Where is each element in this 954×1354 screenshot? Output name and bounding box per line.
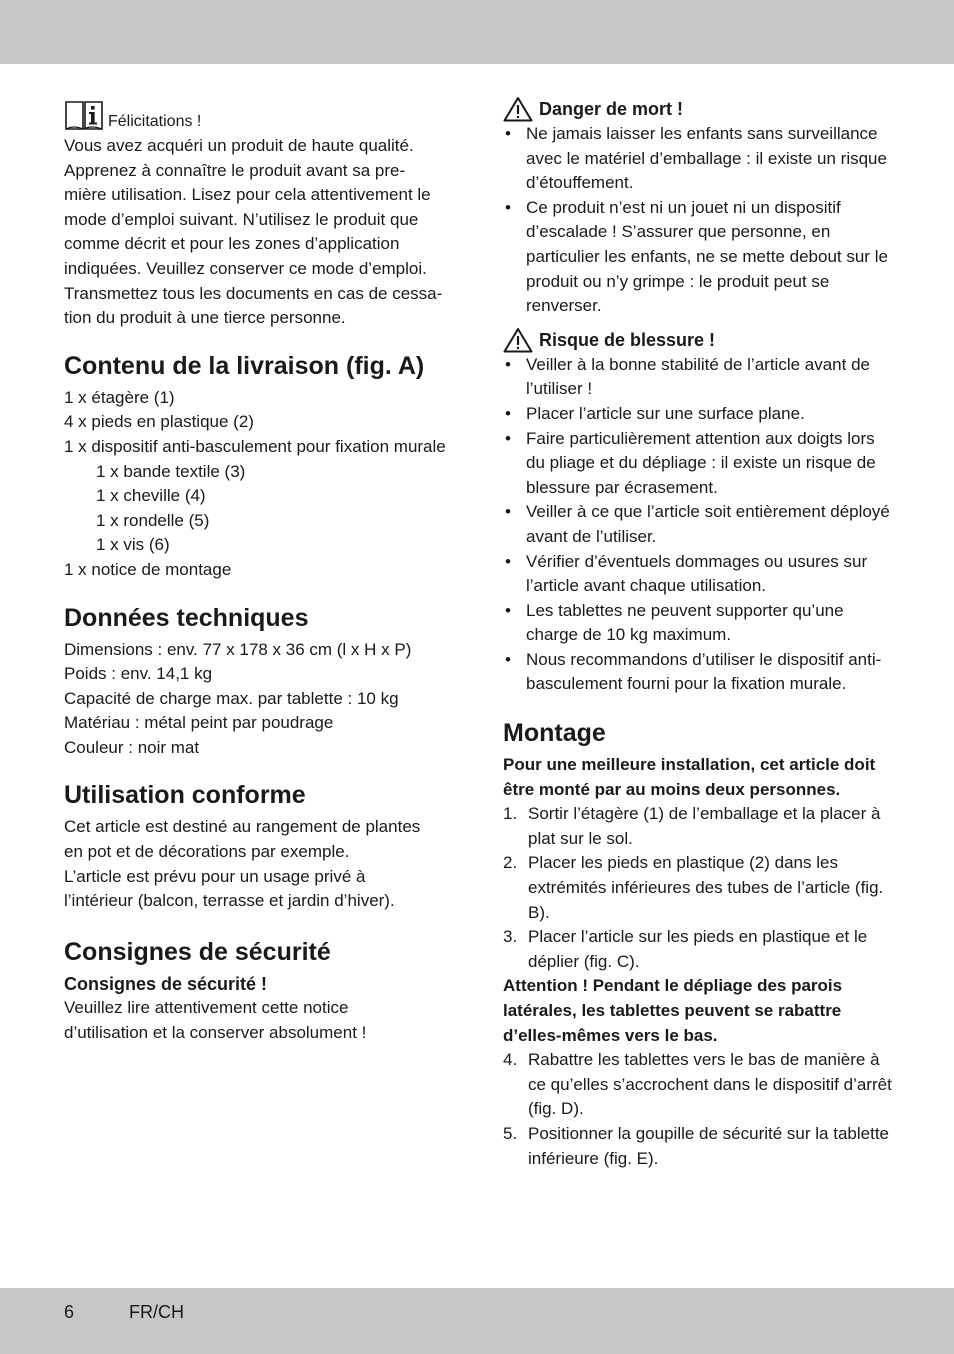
danger-heading <box>503 96 895 122</box>
list-item <box>503 802 895 851</box>
montage-steps <box>503 802 895 974</box>
use-line: L’article est prévu pour un usage privé à <box>64 866 366 886</box>
danger-list <box>503 122 895 319</box>
intro-text <box>64 134 456 331</box>
list-item: • Ne jamais laisser les enfants sans surveillance avec le matériel d’emballage : il existe un risque d’étouffement. <box>503 122 895 196</box>
contents-heading: Contenu de la livraison (fig. A) <box>64 351 425 380</box>
safety-line: d’utilisation et la conserver absolument ! <box>64 1023 367 1043</box>
step-text: Placer les pieds en plastique (2) dans les extrémités inférieures des tubes de l’article (fig. B). <box>528 853 884 922</box>
tech-line: Poids : env. 14,1 kg <box>64 664 213 684</box>
intro-line: Apprenez à connaître le produit avant sa pre- <box>64 160 406 180</box>
list-item <box>503 851 895 925</box>
contents-list <box>64 386 456 583</box>
use-text <box>64 815 456 913</box>
intro-line: Transmettez tous les documents en cas de cessa- <box>64 283 443 303</box>
tech-line: Capacité de charge max. par tablette : 10 kg <box>64 688 399 708</box>
step-text: Placer l’article sur les pieds en plastique et le déplier (fig. C). <box>528 927 868 971</box>
header-band <box>0 0 954 64</box>
list-item <box>503 1122 895 1171</box>
list-item <box>503 1048 895 1122</box>
safety-text <box>64 996 456 1045</box>
use-heading: Utilisation conforme <box>64 781 306 810</box>
contents-item: 4 x pieds en plastique (2) <box>64 412 254 432</box>
injury-list <box>503 353 895 697</box>
contents-subitem: 1 x cheville (4) <box>96 486 206 506</box>
step-number: 4. <box>503 1050 518 1070</box>
intro-line: indiquées. Veuillez conserver ce mode d’emploi. <box>64 258 427 278</box>
contents-item: 1 x étagère (1) <box>64 387 175 407</box>
tech-line: Dimensions : env. 77 x 178 x 36 cm (l x H x P) <box>64 639 412 659</box>
tech-line: Couleur : noir mat <box>64 737 200 757</box>
intro-label: Félicitations ! <box>108 113 202 130</box>
intro-line: mière utilisation. Lisez pour cela attentivement le <box>64 185 431 205</box>
step-number: 2. <box>503 853 518 873</box>
step-text: Rabattre les tablettes vers le bas de manière à ce qu’elles s’accrochent dans le dispositif d’arrêt (fig. D). <box>528 1050 892 1119</box>
intro-line: tion du produit à une tierce personne. <box>64 308 346 328</box>
contents-subitem: 1 x vis (6) <box>96 535 170 555</box>
intro-line: mode d’emploi suivant. N’utilisez le produit que <box>64 209 419 229</box>
list-item: • Placer l’article sur une surface plane. <box>503 402 895 427</box>
use-line: en pot et de décorations par exemple. <box>64 842 350 862</box>
montage-heading: Montage <box>503 719 606 748</box>
step-number: 1. <box>503 804 518 824</box>
contents-item: 1 x notice de montage <box>64 559 232 579</box>
tech-heading: Données techniques <box>64 603 309 632</box>
list-item: • Veiller à la bonne stabilité de l’article avant de l’utiliser ! <box>503 353 895 402</box>
step-number: 3. <box>503 927 518 947</box>
intro-line: comme décrit et pour les zones d’application <box>64 234 400 254</box>
montage-attention: Attention ! Pendant le dépliage des parois latérales, les tablettes peuvent se rabattre d’elles-mêmes vers le bas. <box>503 976 843 1045</box>
montage-steps-2 <box>503 1048 895 1171</box>
contents-subitem: 1 x rondelle (5) <box>96 510 210 530</box>
intro-heading <box>64 96 456 132</box>
warning-triangle-icon <box>503 327 533 353</box>
safety-line: Veuillez lire attentivement cette notice <box>64 998 349 1018</box>
montage-note: Pour une meilleure installation, cet article doit être monté par au moins deux personnes. <box>503 755 876 799</box>
danger-title: Danger de mort ! <box>539 99 684 119</box>
step-text: Positionner la goupille de sécurité sur la tablette inférieure (fig. E). <box>528 1123 889 1168</box>
injury-title: Risque de blessure ! <box>539 329 716 350</box>
safety-heading: Consignes de sécurité <box>64 937 331 966</box>
list-item: • Faire particulièrement attention aux doigts lors du pliage et du dépliage : il existe un risque de blessure par écrasement. <box>503 427 895 501</box>
list-item: • Veiller à ce que l’article soit entièrement déployé avant de l’utiliser. <box>503 500 895 549</box>
contents-item: 1 x dispositif anti-basculement pour fixation murale <box>64 436 446 456</box>
tech-list <box>64 638 456 761</box>
use-line: Cet article est destiné au rangement de plantes <box>64 817 421 837</box>
contents-subitem: 1 x bande textile (3) <box>96 461 246 481</box>
step-text: Sortir l’étagère (1) de l’emballage et la placer à plat sur le sol. <box>528 804 881 848</box>
injury-heading <box>503 327 895 353</box>
list-item <box>503 925 895 974</box>
list-item: • Ce produit n’est ni un jouet ni un dispositif d’escalade ! S’assurer que personne, en particulier les enfants, ne se mette debout sur le produit ou n’y grimpe : le produit peut se renverser. <box>503 196 895 319</box>
list-item: • Les tablettes ne peuvent supporter qu’une charge de 10 kg maximum. <box>503 599 895 648</box>
list-item: • Nous recommandons d’utiliser le dispositif anti-basculement fourni pour la fixation murale. <box>503 648 895 697</box>
use-line: l’intérieur (balcon, terrasse et jardin d’hiver). <box>64 891 395 911</box>
step-number: 5. <box>503 1123 518 1143</box>
left-column <box>64 96 456 1046</box>
intro-line: Vous avez acquéri un produit de haute qualité. <box>64 136 414 155</box>
list-item: • Vérifier d’éventuels dommages ou usures sur l’article avant chaque utilisation. <box>503 550 895 599</box>
tech-line: Matériau : métal peint par poudrage <box>64 713 334 733</box>
safety-subheading: Consignes de sécurité ! <box>64 973 268 994</box>
page-number: 6 <box>64 1302 75 1322</box>
info-book-icon <box>64 98 104 132</box>
warning-triangle-icon <box>503 96 533 122</box>
page-language: FR/CH <box>129 1302 184 1322</box>
right-column <box>503 96 895 1171</box>
